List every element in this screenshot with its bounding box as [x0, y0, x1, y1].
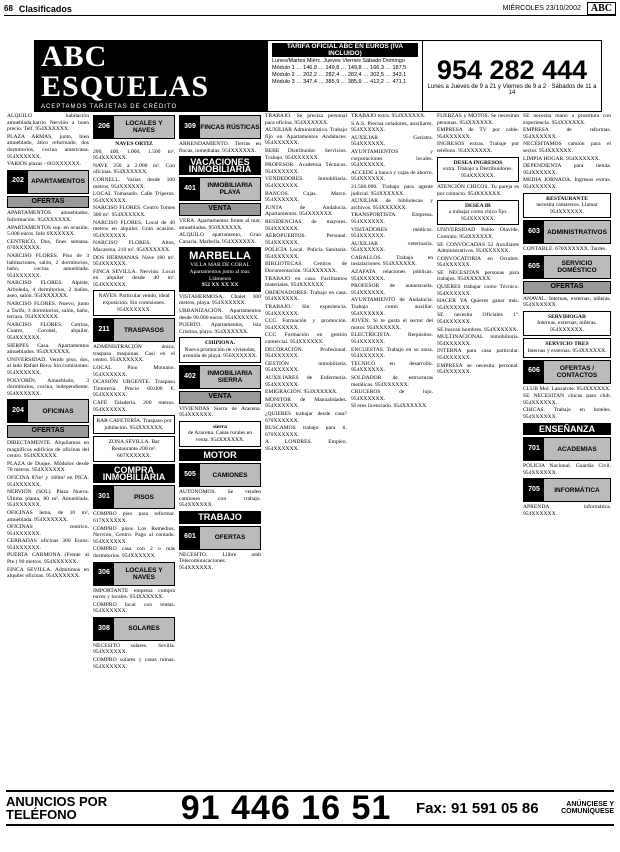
- classified-ad: VISTAHERMOSA. Chalet 300 metros, playa. 954XXXXXX.: [179, 293, 261, 307]
- classified-ad: EMPRESA de TV por cable. 954XXXXXX.: [437, 127, 519, 140]
- classified-ad: 21.500.000. Trabajo para agente judicial. 954XXXXXX.: [351, 183, 433, 197]
- classified-ad: TRABAJO. Se precisa personal para oficina. 954XXXXXX.: [265, 113, 347, 126]
- running-header: [4, 2, 616, 16]
- classified-ad: AUXILIAR veterinaria. 954XXXXXX.: [351, 240, 433, 254]
- classified-ad: NARCISO FLORES. Local de 40 metros en alquiler. Gran ocasión. 954XXXXXX.: [93, 219, 175, 239]
- column-5: [350, 113, 434, 776]
- classified-ad: NECESITO solares. Sevilla. 954XXXXXX.: [93, 642, 175, 656]
- category-banner: COMPRA INMOBILIARIA: [93, 464, 175, 483]
- ad-subtitle: VILLA MAR DE CORAL: [190, 262, 250, 269]
- classified-ad: APARTAMENTOS sup. en ocasión. 5.000 euros. Info 6XXXXXX.: [7, 224, 89, 238]
- subsection-bar: OFERTAS: [7, 425, 89, 438]
- section-label: SERVICIO DOMÉSTICO: [544, 256, 610, 278]
- ad-title: CHIPIONA.: [205, 340, 235, 347]
- classified-ad: MULTINACIONAL inmobiliaria. 954XXXXXX.: [437, 334, 519, 347]
- column-2: [92, 113, 176, 776]
- classified-ad: TRABAJO extra. 954XXXXXX.: [351, 113, 426, 119]
- ad-text: Apartamentos junto al mar. Llámenos: [189, 268, 251, 282]
- classified-ad: AYUNTAMIENTO de Andalucía. Trabajo como auxiliar. 954XXXXXX.: [351, 297, 433, 317]
- subsection-bar: OFERTAS: [523, 281, 611, 294]
- section-header-locales-compra: [93, 562, 175, 586]
- classified-ad: SE necesita Oficiales 1ª. 954XXXXXX.: [437, 312, 519, 326]
- classified-ad: NECESITAMOS camión para el sector. 954XXXXXX.: [523, 141, 611, 154]
- ad-title: SERVIHOGAR: [547, 313, 587, 320]
- classified-columns: [6, 113, 612, 776]
- classified-ad: SE CONVOCADAS 52 Auxiliares Administrativos. 954XXXXXX.: [437, 241, 519, 255]
- classified-ad: CAFÉ Taladeria. 200 metros. 954XXXXXX.: [93, 400, 175, 413]
- category-banner: TRABAJO: [179, 511, 261, 524]
- classified-ad: NARCISO FLORES. Centro Tomes 300 m². 954XXXXXX.: [93, 205, 175, 218]
- classified-ad: CONTABLE. 670XXXXXX. Tardes.: [523, 246, 607, 253]
- classified-ad: BANCOS. Cajas. Marco. 954XXXXXX.: [265, 190, 347, 204]
- ad-title: DESEA IR: [465, 202, 491, 209]
- section-label: ACADEMIAS: [544, 438, 610, 460]
- section-code: 401: [180, 178, 200, 200]
- section-label: TRASPASOS: [114, 319, 174, 341]
- classified-ad: SIERPES Casa. Apartamentos amueblados. 954XXXXXX.: [7, 342, 89, 356]
- section-header-camiones: [179, 463, 261, 487]
- classified-ad: PUERTA CARMONA (Frente al Pte.) 90 metros. 954XXXXXX.: [7, 552, 89, 566]
- ad-text: extra. Trabajo a Distribuidores. 954XXXXXX.: [443, 166, 513, 179]
- section-code: 701: [524, 438, 544, 460]
- classified-ad: CONVOCATORIA en Octubre. 954XXXXXX.: [437, 255, 519, 269]
- boxed-ad: [437, 200, 519, 226]
- section-header-contactos: [523, 360, 611, 384]
- classified-ad: ¿QUIERES trabajar desde casa? 670XXXXXX.: [265, 410, 347, 424]
- classified-ad: OFICINAS lema, de 10 m², amueblada. 954XXXXXX.: [7, 509, 89, 523]
- ad-title: SERVICIO TRES: [545, 341, 589, 348]
- ad-text: Internas, externas, niñeras. 954XXXXXX.: [537, 320, 597, 333]
- classified-ad: ATENCIÓN CHICOS. Tu pareja es por contacto. 954XXXXXX.: [437, 184, 519, 197]
- classified-ad: POLVORÍN. Amueblado, 3 dormitorios, cocina, independiente. 954XXXXXX.: [7, 377, 89, 397]
- classified-ad: AUXILIAR Administrativa. Trabajo fijo en Apartamentos Andaluces. 954XXXXXX.: [265, 127, 347, 147]
- tarifa-row: Módulo 3 … 347,4 … 385,9 … 385,9 … 412,2 … 471,1: [272, 79, 407, 85]
- footer-slogan: ANÚNCIESE Y COMUNÍQUESE: [561, 801, 614, 815]
- section-code: 206: [94, 116, 114, 138]
- classified-ad: A LONDRES. Empleo. 954XXXXXX.: [265, 439, 347, 452]
- classified-ad: TECNICO en desarrollo. 954XXXXXX.: [351, 360, 433, 374]
- classified-ad: AEROPUERTOS. Personal. 954XXXXXX.: [265, 233, 347, 246]
- tarifa-row: Módulo 2 … 202,2 … 282,4 … 282,4 … 302,5 … 343,1: [272, 72, 407, 78]
- classified-ad: ARRENDAMIENTO. Tierras en fincas, inmediatas. 954XXXXXX.: [179, 141, 261, 154]
- section-label: LOCALES Y NAVES: [114, 116, 174, 138]
- ad-text: a trabajar como chico fijo. 954XXXXXX.: [448, 209, 508, 222]
- section-label: FINCAS RÚSTICAS: [200, 116, 260, 138]
- classified-ad: CLUB Mol. Lanzarote. 954XXXXXX.: [523, 385, 611, 392]
- classified-ad: FINCA SEVILLA. Nervión. Local en alquiler desde 40 m². 954XXXXXX.: [93, 268, 175, 288]
- esquelas-logo: [35, 41, 267, 111]
- classified-ad: PROFESOR. Academia Técnicos. 954XXXXXX.: [265, 162, 347, 175]
- classified-ad: AUXILIAR de bibliotecas y archivos. 954XXXXXX.: [351, 198, 433, 211]
- section-header-informatica: [523, 478, 611, 502]
- section-code: 204: [8, 400, 28, 422]
- classified-ad: S.A.S. Precisa celadores, auxiliares. 954XXXXXX.: [351, 120, 433, 134]
- classified-ad: CHICAS. Trabajo en hoteles. 954XXXXXX.: [523, 407, 611, 421]
- classified-ad: TRABAJO en casa. Facilitamos materiales. 954XXXXXX.: [265, 275, 347, 289]
- column-4: [264, 113, 348, 776]
- column-3: [178, 113, 262, 776]
- tarifa-table: [267, 41, 423, 111]
- column-7: [522, 113, 612, 776]
- classified-ad: NARCISO FLORES. Cetrina, Cuatro, Coronel, alquiler. 954XXXXXX.: [7, 321, 89, 342]
- ad-title: DESEA INGRESOS: [453, 159, 503, 166]
- section-code: 308: [94, 618, 114, 640]
- classified-ad: NECESITO. Llibre amb Telecomunicaciones. 954XXXXXX.: [179, 551, 261, 571]
- classified-ad: PLAZA ARMAS, junto, bien amueblado, ático reformado, dos dormitorios, cocina americana. 954XXXXXX.: [7, 133, 89, 160]
- classified-ad: AYUNTAMIENTOS y corporaciones locales. 954XXXXXX.: [351, 148, 433, 169]
- classified-ad: SI eres licenciado. 954XXXXXX.: [351, 403, 428, 410]
- section-header-pisos: [93, 485, 175, 509]
- section-label: OFERTAS: [200, 527, 260, 549]
- classified-ad: VISITADORES médicos. 954XXXXXX.: [351, 226, 433, 240]
- classified-ad: LIMPIA HOGAR. 954XXXXXX.: [523, 155, 601, 162]
- section-header-ofertas-trabajo: [179, 526, 261, 550]
- classified-ad: NAVE 250 a 2.000 m². Con oficinas. 954XXXXXX.: [93, 162, 175, 176]
- classified-ad: VENDEDORES. Inmobiliaria. 954XXXXXX.: [265, 176, 347, 189]
- ad-title: RESTAURANTE: [546, 195, 588, 202]
- section-header-traspasos: [93, 318, 175, 342]
- classified-ad: RESIDENCIAS de mayores. 954XXXXXX.: [265, 218, 347, 232]
- classified-ad: BUSCAMOS trabajo para ti. 670XXXXXX.: [265, 425, 347, 438]
- ad-phone: 952 XX XX XX: [201, 282, 239, 289]
- page-number: 68: [4, 4, 13, 13]
- classified-ad: SE necesita mano a prostituta con experiencia. 954XXXXXX.: [523, 113, 611, 126]
- classified-ad: EMPRESA de reformas. 954XXXXXX.: [523, 127, 611, 140]
- classified-ad: CCC Formación y promoción. 954XXXXXX.: [265, 318, 347, 331]
- category-banner: VACACIONES INMOBILIARIA: [179, 156, 261, 175]
- classified-ad: POLICIA Nacional. Guardia Civil. 954XXXXXX.: [523, 463, 611, 476]
- section-header-apartamentos: [7, 170, 89, 194]
- classified-ad: CERRADAS oficinas 360 Euros. 954XXXXXX.: [7, 538, 89, 551]
- classified-ad: PROFESOR de autoescuela. 954XXXXXX.: [351, 283, 433, 296]
- classified-ad: SOLDADOR de estructuras metálicas. 954XXXXXX.: [351, 374, 433, 388]
- classified-ad: CORNELL. Varias desde 100 metros. 954XXXXXX.: [93, 176, 175, 190]
- classified-ad: COMPRO pisos Los Remedios, Nervión, Centro. Pago al contado. 954XXXXXX.: [93, 525, 175, 545]
- classified-ad: ALQUILO habitación amueblada,barrio Nervión a buen precio. Telf. 954XXXXXX.: [7, 113, 89, 133]
- esquelas-phone-block: [423, 41, 601, 111]
- section-label: SOLARES: [114, 618, 174, 640]
- classified-ad: PUERTO. Apartamentos, Isla Cristina, playa. 954XXXXXX.: [179, 322, 261, 335]
- section-code: 402: [180, 366, 200, 388]
- classified-ad: OFICINAS centrico. 954XXXXXX.: [7, 524, 89, 537]
- section-header-domestico: [523, 255, 611, 279]
- section-code: 202: [8, 171, 28, 193]
- tarifa-row: Lunes/Martes Miérc. Jueves Viernes Sábado Domingo: [272, 58, 405, 64]
- brand-mark: ABC: [587, 2, 616, 15]
- classified-ad: LOCAL Pino Montano. 954XXXXXX.: [93, 365, 175, 378]
- ad-text: de Aracena. Casas rurales en venta. 954XXXXXX.: [187, 430, 253, 444]
- footer-phone: 91 446 16 51: [180, 788, 392, 827]
- classified-ad: HACER YA Quieres ganar más. 954XXXXXX.: [437, 298, 519, 311]
- classified-ad: SE NECESITAN chicas para club. 954XXXXXX.: [523, 393, 611, 406]
- section-label: INMOBILIARIA SIERRA: [200, 366, 260, 388]
- subsection-bar: VENTA: [179, 391, 261, 404]
- classified-ad: FUERZAS y MOTOS. Se necesitan personas. 954XXXXXX.: [437, 113, 519, 126]
- section-code: 306: [94, 563, 114, 585]
- classified-ad: TRABAJO. Sin experiencia. 954XXXXXX.: [265, 304, 347, 317]
- classified-ad: ELECTRICISTA. Requisitos. 954XXXXXX.: [351, 332, 433, 345]
- logo-title: ABC ESQUELAS: [41, 40, 210, 103]
- classified-ad: FINCA SEVILLA. Admitimos en alquiler oficinas. 954XXXXXX.: [7, 566, 89, 580]
- section-title: Clasificados: [18, 3, 72, 14]
- classified-ad: TRANSPORTISTA. Empresa. 954XXXXXX.: [351, 212, 433, 225]
- classified-ad: NERVIÓN (SOL). Plaza Nueva. Última planta, 80 m². Amueblada. 954XXXXXX.: [7, 489, 89, 509]
- classified-ad: NARCISO FLORES. Altos, Macarena, 210 m². 954XXXXXX.: [93, 240, 175, 253]
- section-label: INMOBILIARIA PLAYA: [200, 178, 260, 200]
- footer-ads-label: ANUNCIOS POR TELÉFONO: [6, 794, 108, 822]
- classified-ad: ALQUILO apartamento, Gran Canaria, Marbella. 954XXXXXX.: [179, 232, 261, 245]
- classified-ad: BIBLIOTECAS. Centros de Documentación. 954XXXXXX.: [265, 261, 347, 275]
- classified-ad: 200, 400, 1.000, 1.500 m². 954XXXXXX.: [93, 148, 175, 162]
- section-label: INFORMÁTICA: [544, 479, 610, 501]
- classified-ad: GESTIÓN inmobiliaria. 954XXXXXX.: [265, 360, 347, 374]
- classified-ad: ADMINISTRACIÓN única, traspaso maquinas. Casi en el centro. 954XXXXXX.: [93, 344, 175, 364]
- classified-ad: ORDENADORES. Trabajo en casa. 954XXXXXX.: [265, 289, 347, 303]
- classified-ad: CENTRICO. Dos, fines semana. 670XXXXXX.: [7, 238, 89, 252]
- sierra-ad: [179, 421, 261, 447]
- classified-ad: LOCAL Tomasado. Calle Triperos. 954XXXXXX.: [93, 191, 175, 204]
- classified-ad: AZAFATA relaciones públicas. 954XXXXXX.: [351, 269, 433, 282]
- section-code: 301: [94, 486, 114, 508]
- chipiona-ad: [179, 337, 261, 363]
- category-banner: ENSEÑANZA: [523, 423, 611, 436]
- section-header-academias: [523, 437, 611, 461]
- section-code: 603: [524, 221, 544, 243]
- classified-ad: INTERNA para casa particular. 954XXXXXX.: [437, 348, 519, 361]
- section-header-administrativos: [523, 220, 611, 244]
- section-code: 606: [524, 361, 544, 383]
- classified-ad: AUXILIAR Geriatra. 954XXXXXX.: [351, 134, 433, 148]
- classified-ad: NARCISO FLORES. Alpiste, Arboleda, 4 dormitorios, 2 baños, aseo, salón. 954XXXXXX.: [7, 280, 89, 300]
- classified-ad: SE NECESITAN personas para trabajos. 954XXXXXX.: [437, 269, 519, 283]
- classified-ad: COMPRO casa con 2 o más dormitorios. 954XXXXXX.: [93, 546, 175, 559]
- logo-subtitle: ACEPTAMOS TARJETAS DE CRÉDITO: [41, 104, 178, 110]
- classified-ad: UNIVERSIDAD. Vendo piso, dos, al lado Rafael Beca. Sin comisiones. 954XXXXXX.: [7, 356, 89, 376]
- section-label: PISOS: [114, 486, 174, 508]
- footer-ad-strip: [6, 790, 614, 826]
- marbella-ad: [179, 247, 261, 291]
- classified-ad: ACCEDE a banca y cajas de ahorro. 954XXXXXX.: [351, 169, 433, 183]
- section-label: APARTAMENTOS: [28, 171, 88, 193]
- boxed-ad: [523, 311, 611, 337]
- subsection-bar: OFERTAS: [7, 196, 89, 209]
- classified-ad: CCC Formación en gestión comercial. 954XXXXXX.: [265, 332, 347, 345]
- classified-ad: BEBE Distribuidor. Servicios. Trabajo. 954XXXXXX.: [265, 147, 347, 161]
- section-header-locales: [93, 115, 175, 139]
- classified-ad: ANAVAL. Internas, externas, niñeras. 954XXXXXX.: [523, 295, 611, 309]
- section-label: CAMIONES: [200, 464, 260, 486]
- classified-ad: COMPRO local con rentas. 954XXXXXX.: [93, 601, 175, 615]
- classified-ad: NARCISO FLORES. Piso de 3 habitaciones, salón, 2 dormitorios, baño, cocina amueblada. 954XXXXXX.: [7, 252, 89, 279]
- classified-ad: DOS HERMANAS. Nave 180 m². 954XXXXXX.: [93, 254, 175, 268]
- classified-ad: VIVIENDAS Sierra de Aracena. 954XXXXXX.: [179, 405, 261, 419]
- classified-ad: AUXILIARES de Enfermería. 954XXXXXX.: [265, 374, 347, 388]
- classified-ad: VERA. Apartamentos frente al mar, amueblados. 950XXXXXX.: [179, 217, 261, 231]
- section-label: ADMINISTRATIVOS: [544, 221, 610, 243]
- esquelas-hours: Lunes a Jueves de 9 a 21 y Viernes de 9 a 2 · Sábados de 11 a 14: [427, 84, 597, 96]
- issue-date: MIÉRCOLES 23/10/2002: [502, 5, 581, 12]
- section-code: 211: [94, 319, 114, 341]
- footer-fax: Fax: 91 591 05 86: [416, 799, 539, 817]
- classified-ad: VARIOS plazas - 663XXXXXX.: [7, 161, 82, 168]
- ad-text: Nueva promoción de viviendas, avenida de playa. 956XXXXXX.: [182, 346, 258, 360]
- newspaper-page: [4, 0, 616, 852]
- section-label: OFERTAS / CONTACTOS: [544, 361, 610, 383]
- section-header-playa: [179, 177, 261, 201]
- classified-ad: MONITOR de Manualidades. 954XXXXXX.: [265, 396, 347, 410]
- classified-ad: UNIVERSIDAD Pablo Olavide. Contrato. 954XXXXXX.: [437, 227, 519, 240]
- classified-ad: AUTONOMOS. Se venden camiones con trabajo. 954XXXXXX.: [179, 489, 261, 509]
- classified-ad: CRUCEROS de lujo. 954XXXXXX.: [351, 389, 433, 402]
- section-code: 601: [180, 527, 200, 549]
- category-banner: MOTOR: [179, 449, 261, 462]
- section-header-fincas: [179, 115, 261, 139]
- classified-ad: EMPRESA se necesita personal. 954XXXXXX.: [437, 362, 519, 376]
- tarifa-row: Módulo 1 … 146,8 … 149,8 … 149,8 … 166,3 … 187,5: [272, 65, 407, 71]
- classified-ad: EMIGRACIÓN. 954XXXXXX.: [265, 389, 338, 396]
- section-header-solares: [93, 617, 175, 641]
- boxed-ad: BAR CAFETERÍA. Traspaso por jubilación. 954XXXXXX.: [93, 415, 175, 434]
- classified-ad: DECORACIÓN. Profesional. 954XXXXXX.: [265, 346, 347, 360]
- boxed-ad: [523, 193, 611, 219]
- tarifa-heading: TARIFA OFICIAL ABC EN EUROS (IVA INCLUIDO): [272, 43, 418, 57]
- column-6: [436, 113, 520, 776]
- boxed-ad: ZONA SEVILLA. Bar Restaurante 200 m². 607XXXXXX.: [93, 436, 175, 462]
- subsection-bar: VENTA: [179, 203, 261, 216]
- section-label: OFICINAS: [28, 400, 88, 422]
- ad-text: Internas y externas. 954XXXXXX.: [527, 348, 607, 355]
- classified-ad: MEDIA JORNADA. Ingresos extras. 954XXXXXX.: [523, 177, 611, 190]
- section-header-sierra: [179, 365, 261, 389]
- classified-ad: JOVEN. Si te gusta el sector del motor. 954XXXXXX.: [351, 318, 433, 331]
- classified-ad: SE buscan hombres. 954XXXXXX.: [437, 326, 518, 333]
- classified-ad: QUIERES trabajar como Técnico. 954XXXXXX.: [437, 284, 519, 297]
- classified-ad: COMPRO solares y casas ruinas. 954XXXXXX.: [93, 657, 175, 670]
- boxed-ad: [523, 338, 611, 357]
- ad-text: necesita camareros. Llamar 954XXXXXX.: [536, 202, 598, 215]
- classified-ad: URBANIZACIÓN. Apartamentos desde 90.000 euros. 954XXXXXX.: [179, 307, 261, 321]
- classified-ad: DEPENDIENTA para tienda. 954XXXXXX.: [523, 163, 611, 176]
- boxed-ad: [437, 157, 519, 183]
- classified-ad: PLAZA de Duque. Módulos desde 70 metros. 954XXXXXX.: [7, 460, 89, 474]
- classified-ad: APARTAMENTOS amueblados. Información. 954XXXXXX.: [7, 210, 89, 223]
- section-header-oficinas: [7, 399, 89, 423]
- classified-ad: COMPRO piso para reformar. 617XXXXXX.: [93, 511, 175, 524]
- classified-ad: CABALLOS. Trabajo en instalaciones. 954XXXXXX.: [351, 254, 433, 268]
- esquelas-phone: 954 282 444: [436, 55, 588, 85]
- classified-ad: DIRECTAMENTE. Alquilamos en magníficos edificios de oficinas del centro. 954XXXXXX.: [7, 439, 89, 460]
- esquelas-banner: [34, 40, 602, 112]
- classified-ad: IMPORTANTE empresa compra naves y locales. 954XXXXXX.: [93, 587, 175, 601]
- ad-title: MARBELLA: [189, 250, 251, 263]
- section-code: 705: [524, 479, 544, 501]
- classified-ad: OFICINA 87m² y 160m² en PICA. 954XXXXXX.: [7, 474, 89, 488]
- classified-ad: APRENDA informática. 954XXXXXX.: [523, 504, 611, 517]
- classified-ad: INGRESOS extras. Trabaje por teléfono. 954XXXXXX.: [437, 141, 519, 154]
- classified-ad: POLICÍA Local. Policía Sanitaria. 954XXXXXX.: [265, 247, 347, 260]
- section-code: 309: [180, 116, 200, 138]
- column-1: [6, 113, 90, 776]
- classified-ad: JUNTA de Andalucía. Apartamentos. 954XXXXXX.: [265, 204, 347, 218]
- ad-heading: NAVES ORTIZ: [115, 141, 153, 147]
- section-code: 505: [180, 464, 200, 486]
- classified-ad: OCASIÓN URGENTE. Traspaso Tintorería. Precio 60.000 €. 954XXXXXX.: [93, 379, 175, 399]
- boxed-ad: NAVES. Particular vendo, ideal exposición. Sin comisiones. 954XXXXXX.: [93, 290, 175, 316]
- ad-title: sierra: [213, 423, 227, 430]
- classified-ad: ENCUESTAS. Trabajo en su zona. 954XXXXXX.: [351, 346, 433, 360]
- section-code: 605: [524, 256, 544, 278]
- classified-ad: NARCISO FLORES. Nuevo, junto a Tarifa, 3 dormitorios, salón, baño, terraza. 954XXXXXX.: [7, 301, 89, 321]
- section-label: LOCALES Y NAVES: [114, 563, 174, 585]
